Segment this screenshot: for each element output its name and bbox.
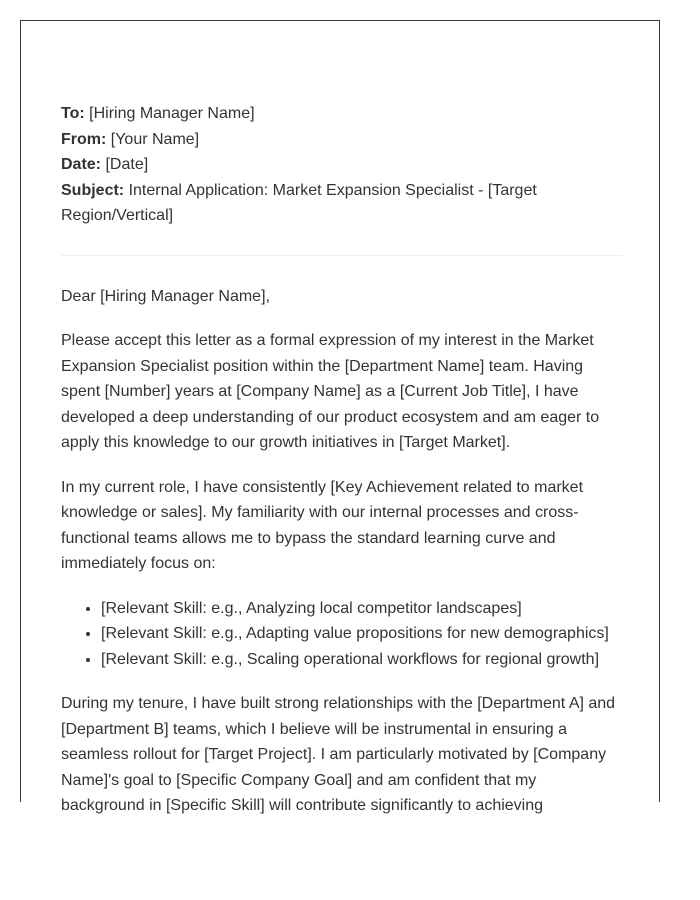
memo-to-value: [Hiring Manager Name] [89, 105, 255, 122]
skills-list-item: • [Relevant Skill: e.g., Adapting value propositions for new demographics] [101, 621, 623, 647]
memo-date-label: Date: [61, 156, 102, 173]
memo-subject-line [61, 178, 623, 229]
memo-from-line [61, 127, 623, 153]
body-paragraph-1: Please accept this letter as a formal expression of my interest in the Market Expansion Specialist position within the [Department Name] team. Having spent [Number] years at [Company Name] as a [Current Job Title], I have developed a deep understanding of our product ecosystem and am eager to apply this knowledge to our growth initiatives in [Target Market]. [61, 332, 600, 451]
letter-page [20, 20, 660, 814]
memo-date-value: [Date] [105, 156, 149, 173]
body-paragraph-2: In my current role, I have consistently [Key Achievement related to market knowledge or sales]. My familiarity with our internal processes and cross-functional teams allows me to bypass the standard learning curve and immediately focus on: [61, 478, 584, 572]
body-paragraph-3: During my tenure, I have built strong relationships with the [Department A] and [Department B] teams, which I believe will be instrumental in ensuring a seamless rollout for [Target Project]. I am particularly motivated by [Company Name]'s goal to [Specific Company Goal] and am confident that my background in [Specific Skill] will contribute significantly to achieving [61, 695, 616, 814]
skills-list [61, 596, 623, 673]
memo-to-line [61, 101, 623, 127]
skills-list-item: • [Relevant Skill: e.g., Scaling operational workflows for regional growth] [101, 647, 623, 673]
memo-subject-label: Subject: [61, 181, 125, 199]
memo-from-label: From: [61, 130, 107, 148]
memo-from-value: [Your Name] [110, 130, 200, 148]
memo-to-label: To: [61, 105, 85, 122]
memo-date-line [61, 152, 623, 178]
header-divider [61, 255, 623, 256]
memo-subject-value: Internal Application: Market Expansion Specialist - [Target Region/Vertical] [61, 181, 537, 224]
memo-header [61, 101, 623, 229]
salutation: Dear [Hiring Manager Name], [61, 287, 270, 305]
skills-list-item: • [Relevant Skill: e.g., Analyzing local competitor landscapes] [101, 596, 623, 622]
letter-content [61, 101, 623, 838]
